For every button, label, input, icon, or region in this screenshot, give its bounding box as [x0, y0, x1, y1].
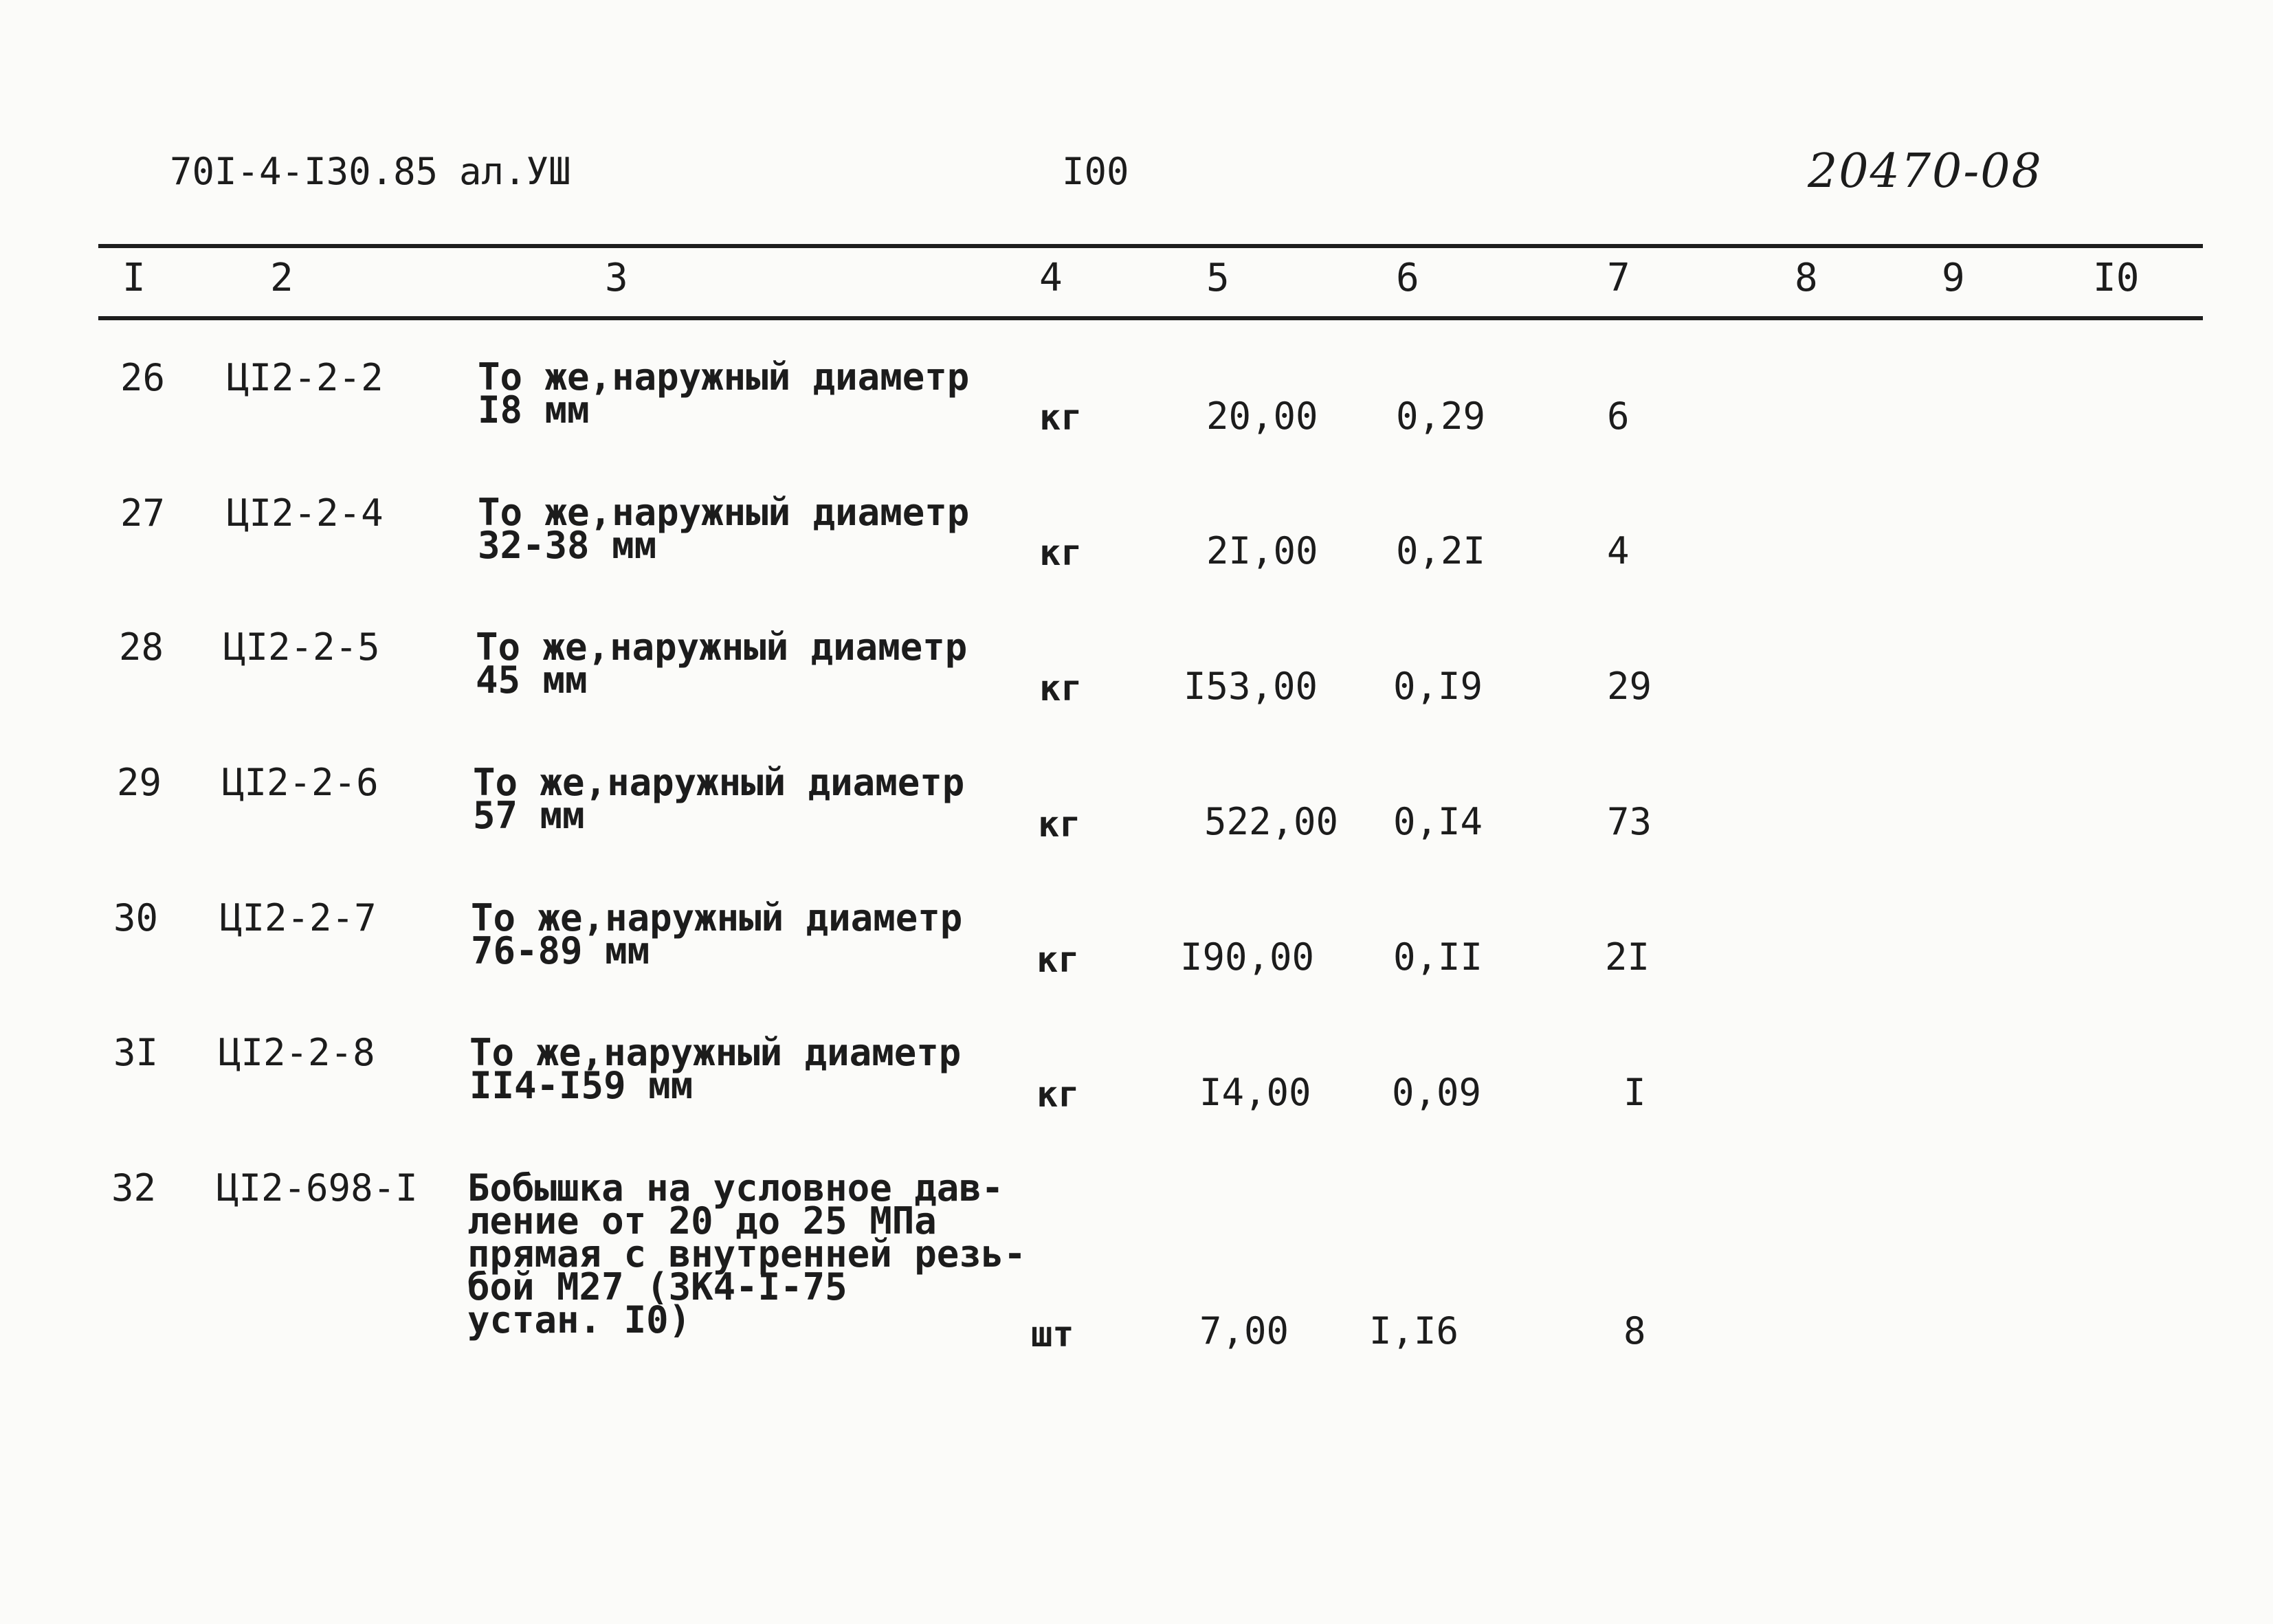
- row-quantity: 7,00: [1199, 1309, 1289, 1353]
- row-position: 3I: [113, 1031, 159, 1074]
- column-header: I: [122, 256, 146, 300]
- row-unit-mass: I,I6: [1369, 1309, 1459, 1353]
- page-number: I00: [1062, 150, 1129, 193]
- column-header: I0: [2093, 256, 2140, 300]
- row-total-mass: I: [1623, 1071, 1646, 1114]
- row-quantity: 20,00: [1206, 394, 1318, 438]
- row-total-mass: 2I: [1605, 935, 1650, 979]
- row-total-mass: 4: [1607, 529, 1630, 572]
- row-code: ЦI2-2-5: [223, 625, 380, 669]
- row-quantity: 2I,00: [1206, 529, 1318, 572]
- column-header: 7: [1607, 256, 1630, 300]
- row-unit-mass: 0,II: [1393, 935, 1483, 979]
- row-position: 30: [113, 896, 159, 939]
- row-unit: шт: [1031, 1314, 1074, 1355]
- row-position: 29: [117, 761, 162, 804]
- row-quantity: I90,00: [1180, 935, 1315, 979]
- row-code: ЦI2-698-I: [217, 1166, 418, 1210]
- row-code: ЦI2-2-2: [227, 356, 384, 399]
- row-position: 27: [120, 491, 166, 535]
- row-total-mass: 29: [1607, 665, 1652, 708]
- column-header: 4: [1039, 256, 1063, 300]
- column-header: 5: [1206, 256, 1230, 300]
- row-unit-mass: 0,I4: [1393, 800, 1483, 843]
- column-header: 3: [605, 256, 628, 300]
- row-unit: кг: [1039, 397, 1083, 438]
- row-position: 32: [111, 1166, 157, 1210]
- row-position: 26: [120, 356, 166, 399]
- row-unit: кг: [1036, 1074, 1080, 1115]
- table-header-rule: [98, 316, 2203, 320]
- row-quantity: I4,00: [1199, 1071, 1311, 1114]
- column-header: 9: [1942, 256, 1965, 300]
- row-code: ЦI2-2-4: [227, 491, 384, 535]
- row-code: ЦI2-2-8: [219, 1031, 375, 1074]
- row-description: То же,наружный диаметр II4-I59 мм: [469, 1031, 962, 1107]
- row-total-mass: 73: [1607, 800, 1652, 843]
- row-code: ЦI2-2-6: [222, 761, 379, 804]
- document-code: 70I-4-I30.85: [170, 150, 439, 193]
- row-description: То же,наружный диаметр 76-89 мм: [471, 896, 963, 972]
- row-unit-mass: 0,09: [1392, 1071, 1482, 1114]
- row-unit-mass: 0,29: [1396, 394, 1486, 438]
- row-description: То же,наружный диаметр 45 мм: [476, 625, 968, 702]
- row-quantity: I53,00: [1184, 665, 1318, 708]
- row-total-mass: 6: [1607, 394, 1630, 438]
- column-header: 6: [1396, 256, 1419, 300]
- row-description: То же,наружный диаметр I8 мм: [478, 355, 970, 432]
- row-code: ЦI2-2-7: [220, 896, 377, 939]
- column-header: 2: [270, 256, 293, 300]
- row-total-mass: 8: [1623, 1309, 1646, 1353]
- table-top-rule: [98, 244, 2203, 248]
- row-unit: кг: [1039, 533, 1083, 574]
- column-header: 8: [1795, 256, 1818, 300]
- row-position: 28: [119, 625, 164, 669]
- row-unit-mass: 0,2I: [1396, 529, 1486, 572]
- row-unit: кг: [1038, 804, 1081, 845]
- row-description: То же,наружный диаметр 57 мм: [473, 761, 965, 837]
- row-unit-mass: 0,I9: [1393, 665, 1483, 708]
- row-description: То же,наружный диаметр 32-38 мм: [478, 491, 970, 567]
- archive-number: 20470-08: [1808, 144, 2043, 199]
- row-unit: кг: [1036, 939, 1080, 981]
- row-quantity: 522,00: [1204, 800, 1339, 843]
- row-description: Бобышка на условное дав- ление от 20 до 25 МПа прямая с внутренней резь- бой М27 (3К4-I-75 устан. I0): [467, 1166, 1026, 1342]
- row-unit: кг: [1039, 668, 1083, 709]
- sheet-label: ал.УШ: [459, 150, 571, 193]
